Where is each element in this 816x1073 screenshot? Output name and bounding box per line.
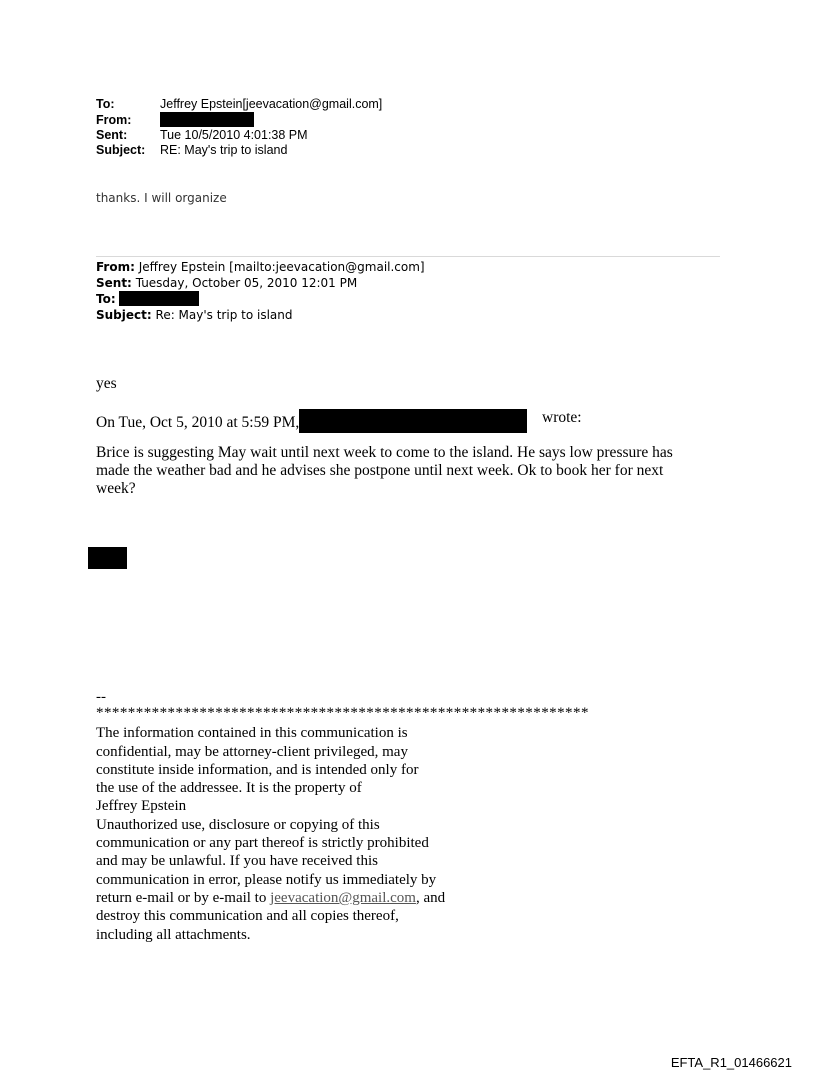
disclaimer-line: communication or any part thereof is strictly prohibited (96, 835, 429, 852)
quoted-subject-row (96, 307, 425, 323)
quoted-from-row (96, 259, 425, 275)
disclaimer-line: communication in error, please notify us immediately by (96, 871, 437, 888)
body-line: Brice is suggesting May wait until next week to come to the island. He says low pressure has (96, 444, 673, 461)
quoted-from-label: From: (96, 260, 135, 274)
header-sent-row (96, 128, 382, 143)
quoted-from-value: Jeffrey Epstein [mailto:jeevacation@gmail.com] (138, 260, 425, 274)
email-link[interactable]: jeevacation@gmail.com (270, 889, 416, 906)
email-header (96, 97, 382, 158)
redaction-block (88, 547, 127, 569)
divider (96, 256, 720, 257)
from-label: From: (96, 113, 132, 127)
return-suffix: , and (415, 889, 446, 906)
signature-block (96, 688, 589, 944)
signature-dashes: -- (96, 689, 106, 705)
message-yes: yes (96, 375, 117, 392)
reply-text: thanks. I will organize (96, 191, 227, 205)
subject-label: Subject: (96, 143, 146, 157)
disclaimer-line: including all attachments. (96, 926, 251, 943)
header-subject-row (96, 143, 382, 158)
sent-value: Tue 10/5/2010 4:01:38 PM (160, 128, 308, 142)
body-line: made the weather bad and he advises she postpone until next week. Ok to book her for next (96, 462, 664, 479)
quoted-sent-row (96, 275, 425, 291)
disclaimer-line: The information contained in this communication is (96, 725, 408, 742)
attribution-line (96, 409, 527, 433)
disclaimer-line: Jeffrey Epstein (96, 798, 187, 815)
header-from-row (96, 112, 382, 128)
redaction-block (119, 291, 199, 306)
to-value: Jeffrey Epstein[jeevacation@gmail.com] (160, 97, 383, 111)
return-prefix: return e-mail or by e-mail to (96, 889, 271, 906)
disclaimer-line: and may be unlawful. If you have received this (96, 853, 378, 870)
disclaimer-line: constitute inside information, and is intended only for (96, 761, 419, 778)
header-to-row (96, 97, 382, 112)
disclaimer-line: Unauthorized use, disclosure or copying of this (96, 816, 380, 833)
attribution-suffix: wrote: (542, 409, 582, 426)
subject-value: RE: May's trip to island (160, 143, 288, 157)
disclaimer-line-return (96, 889, 589, 907)
quoted-sent-label: Sent: (96, 276, 132, 290)
quoted-sent-value: Tuesday, October 05, 2010 12:01 PM (135, 276, 358, 290)
to-label: To: (96, 97, 115, 111)
redaction-block (299, 409, 527, 433)
message-body (96, 444, 673, 498)
disclaimer-line: the use of the addressee. It is the property of (96, 780, 362, 797)
quoted-subject-value: Re: May's trip to island (155, 308, 293, 322)
quoted-header (96, 259, 425, 323)
quoted-to-label: To: (96, 292, 116, 306)
disclaimer-line: confidential, may be attorney-client privileged, may (96, 743, 408, 760)
redaction-block (160, 112, 254, 127)
disclaimer-line: destroy this communication and all copies thereof, (96, 908, 399, 925)
quoted-to-row (96, 291, 425, 307)
document-id: EFTA_R1_01466621 (670, 1055, 792, 1070)
sent-label: Sent: (96, 128, 128, 142)
attribution-prefix: On Tue, Oct 5, 2010 at 5:59 PM, (96, 414, 300, 431)
quoted-subject-label: Subject: (96, 308, 152, 322)
signature-stars: ************************************************************** (96, 705, 589, 722)
body-line: week? (96, 480, 136, 497)
